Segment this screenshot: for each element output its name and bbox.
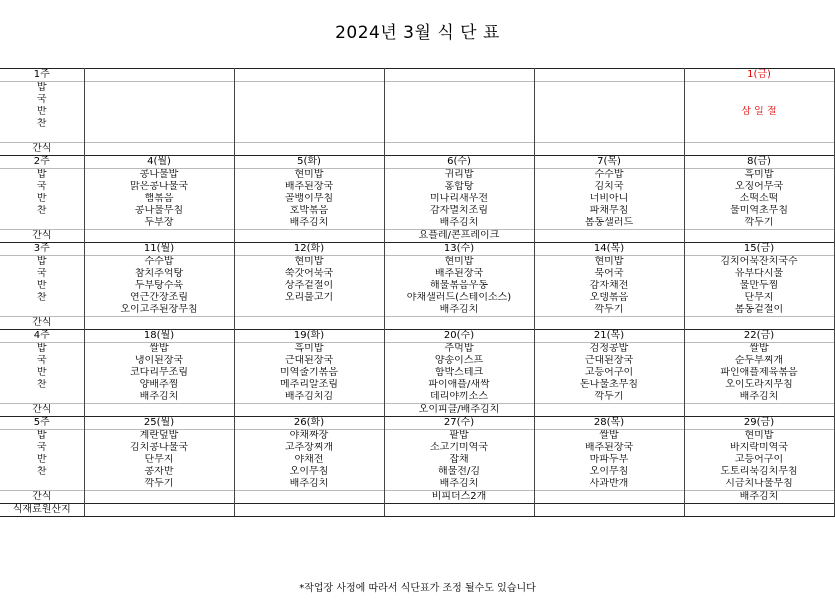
- week-label: 5주: [0, 417, 84, 430]
- meal-cell: [534, 106, 684, 118]
- meal-cell: [234, 82, 384, 95]
- meal-cell: 양송이스프: [384, 355, 534, 367]
- meal-cell: 호박볶음: [234, 205, 384, 217]
- meal-cell: 배추된장국: [384, 268, 534, 280]
- meal-cell: 데리야끼소스: [384, 391, 534, 404]
- meal-cell: 요플레/콘프레이크: [384, 230, 534, 243]
- week-4-row-bap: [0, 343, 834, 356]
- meal-cell: 근대된장국: [534, 355, 684, 367]
- meal-cell: 콩자반: [84, 466, 234, 478]
- meal-cell: 미역줄기볶음: [234, 367, 384, 379]
- meal-cell: [234, 106, 384, 118]
- row-label-ban: 반: [0, 106, 84, 118]
- meal-cell: 물만두찜: [684, 280, 834, 292]
- row-label-snack: 간식: [0, 404, 84, 417]
- week-1-row-date: [0, 69, 834, 82]
- meal-cell: 바지락미역국: [684, 442, 834, 454]
- day-header-cell: [534, 69, 684, 82]
- meal-cell: [384, 143, 534, 156]
- day-header-cell: 12(화): [234, 243, 384, 256]
- day-header-cell: 15(금): [684, 243, 834, 256]
- meal-cell: 수수밥: [534, 169, 684, 182]
- week-label: 3주: [0, 243, 84, 256]
- meal-cell: [84, 118, 234, 130]
- week-4-row-extra: [0, 391, 834, 404]
- week-3-row-extra: [0, 304, 834, 317]
- day-header-cell: 22(금): [684, 330, 834, 343]
- meal-cell: 감자채전: [534, 280, 684, 292]
- meal-cell: 햄볶음: [84, 193, 234, 205]
- meal-cell: 배추김치: [684, 491, 834, 504]
- meal-cell: [384, 94, 534, 106]
- meal-cell: 깍두기: [534, 304, 684, 317]
- week-label: 1주: [0, 69, 84, 82]
- meal-cell: [534, 491, 684, 504]
- meal-cell: [84, 130, 234, 143]
- meal-cell: 배추김치김: [234, 391, 384, 404]
- meal-cell: 수수밥: [84, 256, 234, 269]
- week-2-row-extra: [0, 217, 834, 230]
- week-5-row-guk: [0, 442, 834, 454]
- day-header-cell: [84, 69, 234, 82]
- row-label-guk: 국: [0, 442, 84, 454]
- day-header-cell: 11(월): [84, 243, 234, 256]
- meal-cell: 마파두부: [534, 454, 684, 466]
- meal-cell: 맑은콩나물국: [84, 181, 234, 193]
- week-5-row-extra: [0, 478, 834, 491]
- meal-cell: 쑥갓어묵국: [234, 268, 384, 280]
- meal-cell: [234, 143, 384, 156]
- meal-cell: 검정콩밥: [534, 343, 684, 356]
- row-label-guk: 국: [0, 355, 84, 367]
- meal-cell: [684, 82, 834, 95]
- row-label-chan: 찬: [0, 292, 84, 304]
- meal-cell: [684, 404, 834, 417]
- footer-note: *작업장 사정에 따라서 식단표가 조정 될수도 있습니다: [299, 583, 536, 594]
- meal-cell: 오리불고기: [234, 292, 384, 304]
- meal-cell: 물미역초무침: [684, 205, 834, 217]
- meal-cell: 배추된장국: [234, 181, 384, 193]
- day-header-cell: 27(수): [384, 417, 534, 430]
- meal-cell: 현미밥: [534, 256, 684, 269]
- meal-cell: 계란덮밥: [84, 430, 234, 443]
- meal-cell: 순두부찌개: [684, 355, 834, 367]
- meal-cell: 사과반개: [534, 478, 684, 491]
- day-header-cell: 26(화): [234, 417, 384, 430]
- meal-cell: 삼 일 절: [684, 106, 834, 118]
- week-1-row-guk: [0, 94, 834, 106]
- meal-cell: 흑미밥: [684, 169, 834, 182]
- meal-cell: [384, 317, 534, 330]
- meal-cell: [684, 130, 834, 143]
- meal-cell: 배추김치: [384, 304, 534, 317]
- meal-cell: 현미밥: [384, 256, 534, 269]
- week-5-row-chan: [0, 466, 834, 478]
- meal-cell: 코다리무조림: [84, 367, 234, 379]
- meal-cell: 배추김치: [384, 478, 534, 491]
- origin-row: [0, 504, 834, 517]
- week-2-row-date: [0, 156, 834, 169]
- meal-cell: 배추김치: [234, 478, 384, 491]
- week-2-row-bap: [0, 169, 834, 182]
- meal-cell: 쌀밥: [534, 430, 684, 443]
- week-2-row-guk: [0, 181, 834, 193]
- week-4-row-snack: [0, 404, 834, 417]
- origin-cell: [684, 504, 834, 517]
- meal-cell: 오이고추된장무침: [84, 304, 234, 317]
- row-label-empty: [0, 130, 84, 143]
- row-label-guk: 국: [0, 181, 84, 193]
- meal-cell: 팥밥: [384, 430, 534, 443]
- week-3-row-guk: [0, 268, 834, 280]
- row-label-ban: 반: [0, 367, 84, 379]
- meal-cell: 봄동겉절이: [684, 304, 834, 317]
- row-label-bap: 밥: [0, 169, 84, 182]
- week-label: 4주: [0, 330, 84, 343]
- meal-cell: 배추된장국: [534, 442, 684, 454]
- week-1-row-extra: [0, 130, 834, 143]
- meal-cell: 쌀밥: [684, 343, 834, 356]
- day-header-cell: 21(목): [534, 330, 684, 343]
- meal-cell: 냉이된장국: [84, 355, 234, 367]
- day-header-cell: 14(목): [534, 243, 684, 256]
- meal-cell: 콩나물무침: [84, 205, 234, 217]
- meal-cell: [384, 82, 534, 95]
- meal-cell: [84, 94, 234, 106]
- meal-cell: 오이피클/배추김치: [384, 404, 534, 417]
- meal-cell: 깍두기: [84, 478, 234, 491]
- day-header-cell: 29(금): [684, 417, 834, 430]
- meal-cell: [234, 118, 384, 130]
- meal-cell: 배추김치: [234, 217, 384, 230]
- day-header-cell: 4(월): [84, 156, 234, 169]
- meal-cell: 고등어구이: [534, 367, 684, 379]
- row-label-bap: 밥: [0, 82, 84, 95]
- row-label-ban: 반: [0, 280, 84, 292]
- row-label-ban: 반: [0, 454, 84, 466]
- day-header-cell: 5(화): [234, 156, 384, 169]
- meal-cell: 메추리알조림: [234, 379, 384, 391]
- meal-cell: 연근간장조림: [84, 292, 234, 304]
- meal-cell: 유부다시물: [684, 268, 834, 280]
- origin-cell: [234, 504, 384, 517]
- meal-cell: 도토리묵김치무침: [684, 466, 834, 478]
- meal-cell: [534, 82, 684, 95]
- meal-cell: 잡채: [384, 454, 534, 466]
- meal-cell: 비피더스2개: [384, 491, 534, 504]
- meal-cell: 감자멸치조림: [384, 205, 534, 217]
- meal-cell: [234, 230, 384, 243]
- week-5-row-snack: [0, 491, 834, 504]
- meal-cell: [534, 130, 684, 143]
- row-label-empty: [0, 217, 84, 230]
- week-3-row-date: [0, 243, 834, 256]
- day-header-cell: 20(수): [384, 330, 534, 343]
- week-5-row-date: [0, 417, 834, 430]
- meal-cell: 파이애플/새싹: [384, 379, 534, 391]
- day-header-cell: 25(월): [84, 417, 234, 430]
- meal-cell: [234, 94, 384, 106]
- meal-cell: 두부장: [84, 217, 234, 230]
- week-3-row-chan: [0, 292, 834, 304]
- meal-cell: 고추장찌개: [234, 442, 384, 454]
- meal-cell: [534, 143, 684, 156]
- meal-cell: 해물볶음우동: [384, 280, 534, 292]
- meal-cell: 함박스테크: [384, 367, 534, 379]
- day-header-cell: [384, 69, 534, 82]
- meal-cell: [534, 94, 684, 106]
- meal-cell: 쌀밥: [84, 343, 234, 356]
- day-header-cell: 6(수): [384, 156, 534, 169]
- meal-cell: 배추김치: [84, 391, 234, 404]
- row-label-bap: 밥: [0, 256, 84, 269]
- meal-cell: [534, 118, 684, 130]
- meal-cell: [234, 130, 384, 143]
- page-title: 2024년 3월 식 단 표: [335, 23, 500, 43]
- meal-cell: [234, 304, 384, 317]
- meal-cell: 골뱅이무침: [234, 193, 384, 205]
- origin-cell: [384, 504, 534, 517]
- meal-cell: [684, 143, 834, 156]
- meal-cell: 콩나물밥: [84, 169, 234, 182]
- week-5-row-ban: [0, 454, 834, 466]
- meal-cell: 귀리밥: [384, 169, 534, 182]
- meal-cell: [534, 230, 684, 243]
- meal-cell: [384, 130, 534, 143]
- day-header-cell: [234, 69, 384, 82]
- meal-cell: [84, 317, 234, 330]
- meal-plan-table: [0, 68, 835, 517]
- meal-cell: 미나리새우전: [384, 193, 534, 205]
- meal-cell: 야채전: [234, 454, 384, 466]
- meal-cell: [384, 118, 534, 130]
- row-label-snack: 간식: [0, 317, 84, 330]
- meal-cell: 오뎅볶음: [534, 292, 684, 304]
- meal-cell: [534, 404, 684, 417]
- row-label-guk: 국: [0, 94, 84, 106]
- meal-cell: 참치추억탕: [84, 268, 234, 280]
- day-header-cell: 8(금): [684, 156, 834, 169]
- week-4-row-date: [0, 330, 834, 343]
- meal-cell: 배추김치: [684, 391, 834, 404]
- meal-cell: 고등어구이: [684, 454, 834, 466]
- day-header-cell: 18(월): [84, 330, 234, 343]
- meal-cell: [234, 404, 384, 417]
- meal-cell: 상추겉절이: [234, 280, 384, 292]
- meal-cell: 봄동샐러드: [534, 217, 684, 230]
- row-label-origin: 식재료원산지: [0, 504, 84, 517]
- week-3-row-bap: [0, 256, 834, 269]
- meal-cell: 야채짜장: [234, 430, 384, 443]
- week-5-row-bap: [0, 430, 834, 443]
- meal-cell: 소떡소떡: [684, 193, 834, 205]
- meal-cell: 양배추찜: [84, 379, 234, 391]
- row-label-chan: 찬: [0, 379, 84, 391]
- row-label-snack: 간식: [0, 143, 84, 156]
- meal-cell: [684, 317, 834, 330]
- meal-cell: 깍두기: [534, 391, 684, 404]
- meal-cell: [84, 106, 234, 118]
- meal-cell: 깍두기: [684, 217, 834, 230]
- row-label-empty: [0, 304, 84, 317]
- meal-cell: 김치국: [534, 181, 684, 193]
- week-1-row-bap: [0, 82, 834, 95]
- meal-cell: [84, 82, 234, 95]
- meal-cell: [384, 106, 534, 118]
- week-4-row-guk: [0, 355, 834, 367]
- row-label-snack: 간식: [0, 491, 84, 504]
- week-3-row-ban: [0, 280, 834, 292]
- meal-cell: [84, 404, 234, 417]
- day-header-cell: 19(화): [234, 330, 384, 343]
- row-label-empty: [0, 391, 84, 404]
- row-label-bap: 밥: [0, 430, 84, 443]
- row-label-guk: 국: [0, 268, 84, 280]
- row-label-bap: 밥: [0, 343, 84, 356]
- meal-cell: 야채샐러드(스테이소스): [384, 292, 534, 304]
- meal-cell: 시금치나물무침: [684, 478, 834, 491]
- week-4-row-chan: [0, 379, 834, 391]
- day-header-cell: 28(목): [534, 417, 684, 430]
- meal-cell: 주먹밥: [384, 343, 534, 356]
- meal-cell: 오이도라지무침: [684, 379, 834, 391]
- week-1-row-snack: [0, 143, 834, 156]
- meal-cell: 너비아니: [534, 193, 684, 205]
- meal-cell: 파채무침: [534, 205, 684, 217]
- row-label-chan: 찬: [0, 118, 84, 130]
- week-2-row-snack: [0, 230, 834, 243]
- week-1-row-chan: [0, 118, 834, 130]
- meal-cell: 단무지: [84, 454, 234, 466]
- meal-cell: 파인애플제육볶음: [684, 367, 834, 379]
- meal-cell: 홍합탕: [384, 181, 534, 193]
- meal-cell: 현미밥: [684, 430, 834, 443]
- meal-cell: [684, 230, 834, 243]
- meal-cell: 오이무침: [234, 466, 384, 478]
- week-1-row-ban: [0, 106, 834, 118]
- meal-cell: [534, 317, 684, 330]
- meal-cell: 소고기미역국: [384, 442, 534, 454]
- meal-cell: 흑미밥: [234, 343, 384, 356]
- day-header-cell: 7(목): [534, 156, 684, 169]
- meal-cell: [84, 230, 234, 243]
- row-label-chan: 찬: [0, 205, 84, 217]
- meal-cell: 근대된장국: [234, 355, 384, 367]
- day-header-cell: 1(금): [684, 69, 834, 82]
- day-header-cell: 13(수): [384, 243, 534, 256]
- meal-cell: 현미밥: [234, 169, 384, 182]
- meal-cell: 김치어묵잔치국수: [684, 256, 834, 269]
- origin-cell: [84, 504, 234, 517]
- meal-cell: [234, 317, 384, 330]
- meal-cell: [84, 143, 234, 156]
- row-label-ban: 반: [0, 193, 84, 205]
- week-2-row-ban: [0, 193, 834, 205]
- meal-cell: 해물전/김: [384, 466, 534, 478]
- meal-cell: 배추김치: [384, 217, 534, 230]
- meal-cell: 김치콩나물국: [84, 442, 234, 454]
- week-3-row-snack: [0, 317, 834, 330]
- meal-cell: [684, 94, 834, 106]
- meal-cell: 북어국: [534, 268, 684, 280]
- meal-cell: [234, 491, 384, 504]
- row-label-chan: 찬: [0, 466, 84, 478]
- meal-cell: [84, 491, 234, 504]
- meal-cell: 오이무침: [534, 466, 684, 478]
- meal-cell: 두부탕수육: [84, 280, 234, 292]
- row-label-snack: 간식: [0, 230, 84, 243]
- meal-cell: 현미밥: [234, 256, 384, 269]
- meal-cell: [684, 118, 834, 130]
- week-2-row-chan: [0, 205, 834, 217]
- week-label: 2주: [0, 156, 84, 169]
- meal-cell: 단무지: [684, 292, 834, 304]
- meal-cell: 돈나물초무침: [534, 379, 684, 391]
- week-4-row-ban: [0, 367, 834, 379]
- meal-cell: 오징어무국: [684, 181, 834, 193]
- row-label-empty: [0, 478, 84, 491]
- origin-cell: [534, 504, 684, 517]
